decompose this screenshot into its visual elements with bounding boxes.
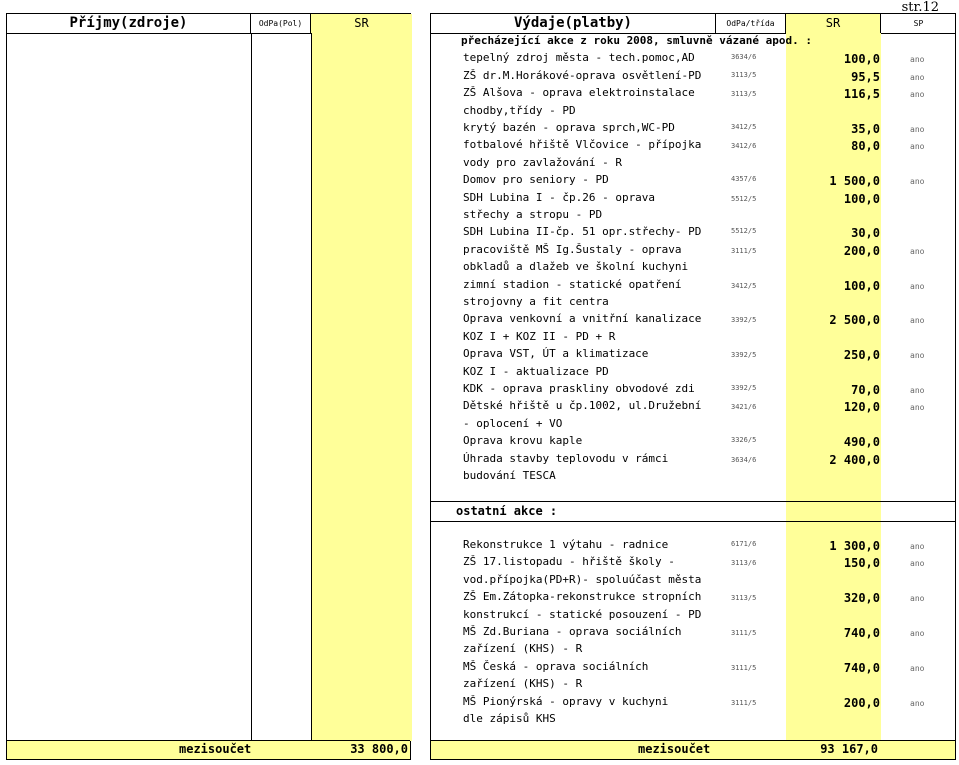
other-row-odpa: 6171/6 bbox=[731, 540, 757, 548]
carryover-row-sp: ano bbox=[910, 403, 925, 413]
expense-sr-header: SR bbox=[786, 14, 881, 33]
carryover-row-text: - oplocení + VO bbox=[463, 416, 563, 430]
carryover-row-text: SDH Lubina I - čp.26 - oprava bbox=[463, 190, 656, 204]
other-row-sp: ano bbox=[910, 629, 925, 638]
carryover-row-sp: ano bbox=[910, 246, 925, 256]
expense-title: Výdaje(platby) bbox=[431, 14, 716, 33]
income-footer bbox=[7, 740, 410, 759]
carryover-row-sr: 250,0 bbox=[843, 348, 880, 363]
expense-sp-header: SP bbox=[913, 19, 924, 28]
income-sr-header: SR bbox=[311, 14, 412, 33]
other-row-text: vod.přípojka(PD+R)- spoluúčast města bbox=[463, 572, 702, 586]
carryover-row-text: SDH Lubina II-čp. 51 opr.střechy- PD bbox=[463, 225, 702, 239]
carryover-row-odpa: 3634/6 bbox=[731, 455, 757, 464]
carryover-row-text: Úhrada stavby teplovodu v rámci bbox=[463, 451, 669, 465]
carryover-row-sp: ano bbox=[910, 142, 925, 152]
carryover-row-sp: ano bbox=[910, 316, 925, 326]
carryover-row-text: pracoviště MŠ Ig.Šustaly - oprava bbox=[463, 242, 682, 256]
carryover-row-odpa: 3113/5 bbox=[731, 70, 757, 79]
carryover-row-sp: ano bbox=[910, 386, 925, 395]
carryover-row-text: KOZ I - aktualizace PD bbox=[463, 364, 609, 378]
other-row-sr: 320,0 bbox=[843, 591, 880, 606]
carryover-row-text: chodby,třídy - PD bbox=[463, 103, 576, 117]
carryover-row-text: KDK - oprava praskliny obvodové zdi bbox=[463, 382, 695, 395]
income-subtotal-label: mezisoučet bbox=[179, 742, 252, 756]
carryover-row-text: ZŠ dr.M.Horákové-oprava osvětlení-PD bbox=[463, 68, 702, 82]
other-row-sr: 740,0 bbox=[843, 660, 880, 675]
section-heading-carryover: přecházející akce z roku 2008, smluvně vázané apod. : bbox=[461, 34, 812, 47]
carryover-row-sr: 100,0 bbox=[843, 52, 880, 67]
carryover-row-odpa: 3113/5 bbox=[731, 90, 757, 99]
section-divider bbox=[431, 501, 955, 502]
carryover-row-sr: 1 500,0 bbox=[829, 174, 880, 189]
carryover-row-sr: 2 400,0 bbox=[829, 452, 880, 467]
carryover-row-odpa: 3392/5 bbox=[731, 384, 757, 392]
carryover-row-sr: 80,0 bbox=[851, 139, 880, 154]
carryover-row-odpa: 3392/5 bbox=[731, 351, 757, 360]
carryover-row-sr: 116,5 bbox=[843, 87, 880, 102]
carryover-row-text: Dětské hřiště u čp.1002, ul.Družební bbox=[463, 399, 702, 413]
carryover-row-text: obkladů a dlažeb ve školní kuchyni bbox=[463, 260, 689, 274]
carryover-row-odpa: 3412/6 bbox=[731, 142, 757, 151]
expense-footer bbox=[431, 740, 955, 759]
carryover-row-sr: 30,0 bbox=[851, 226, 880, 241]
other-row-text: MŠ Česká - oprava sociálních bbox=[463, 659, 649, 673]
expense-header bbox=[431, 14, 955, 34]
carryover-row-sr: 120,0 bbox=[843, 400, 880, 415]
other-row-sp: ano bbox=[910, 698, 925, 708]
income-table bbox=[6, 13, 411, 760]
carryover-row-text: Oprava VST, ÚT a klimatizace bbox=[463, 347, 649, 361]
carryover-row-sr: 200,0 bbox=[843, 243, 880, 258]
other-row-sr: 150,0 bbox=[843, 556, 880, 571]
carryover-row-sp: ano bbox=[910, 72, 925, 82]
other-row-text: MŠ Pionýrská - opravy v kuchyni bbox=[463, 694, 669, 708]
section-heading-other: ostatní akce : bbox=[456, 504, 558, 518]
income-column-divider bbox=[251, 33, 252, 741]
carryover-row-sr: 95,5 bbox=[851, 69, 880, 84]
carryover-row-text: vody pro zavlažování - R bbox=[463, 155, 622, 169]
carryover-row-sr: 100,0 bbox=[843, 191, 880, 206]
other-row-sp: ano bbox=[910, 559, 925, 569]
other-row-text: Rekonstrukce 1 výtahu - radnice bbox=[463, 538, 669, 551]
other-row-text: ZŠ 17.listopadu - hřiště školy - bbox=[463, 555, 675, 569]
carryover-row-sp: ano bbox=[910, 177, 925, 187]
carryover-row-text: Oprava krovu kaple bbox=[463, 434, 583, 448]
carryover-row-text: KOZ I + KOZ II - PD + R bbox=[463, 329, 616, 343]
carryover-row-text: fotbalové hřiště Vlčovice - přípojka bbox=[463, 138, 702, 152]
income-header bbox=[7, 14, 410, 34]
other-row-sp: ano bbox=[910, 542, 925, 551]
income-subtotal-value: 33 800,0 bbox=[350, 742, 408, 756]
other-row-text: zařízení (KHS) - R bbox=[463, 677, 583, 691]
carryover-row-odpa: 3111/5 bbox=[731, 246, 757, 255]
carryover-row-sp: ano bbox=[910, 125, 925, 134]
carryover-row-text: strojovny a fit centra bbox=[463, 295, 609, 308]
carryover-row-sr: 490,0 bbox=[843, 435, 880, 450]
other-row-sr: 1 300,0 bbox=[829, 539, 880, 553]
other-row-odpa: 3111/5 bbox=[731, 663, 757, 672]
carryover-row-text: ZŠ Alšova - oprava elektroinstalace bbox=[463, 86, 695, 100]
expense-subtotal-label: mezisoučet bbox=[638, 742, 711, 756]
carryover-row-sr: 2 500,0 bbox=[829, 313, 880, 328]
other-row-sp: ano bbox=[910, 594, 925, 604]
other-row-sr: 200,0 bbox=[843, 695, 880, 710]
page-number: str.12 bbox=[901, 0, 939, 15]
other-row-text: dle zápisů KHS bbox=[463, 712, 556, 725]
income-title: Příjmy(zdroje) bbox=[7, 14, 251, 33]
income-odpa-header: OdPa(Pol) bbox=[251, 14, 311, 33]
other-row-text: zařízení (KHS) - R bbox=[463, 642, 583, 656]
carryover-row-odpa: 5512/5 bbox=[731, 227, 757, 236]
carryover-row-sr: 70,0 bbox=[851, 383, 880, 397]
other-row-text: MŠ Zd.Buriana - oprava sociálních bbox=[463, 625, 682, 638]
other-row-text: ZŠ Em.Zátopka-rekonstrukce stropních bbox=[463, 590, 702, 604]
carryover-row-text: krytý bazén - oprava sprch,WC-PD bbox=[463, 121, 675, 134]
expense-subtotal-value: 93 167,0 bbox=[820, 742, 878, 756]
carryover-row-text: střechy a stropu - PD bbox=[463, 208, 603, 221]
other-row-sp: ano bbox=[910, 663, 925, 673]
carryover-row-odpa: 4357/6 bbox=[731, 175, 757, 184]
carryover-row-odpa: 3634/6 bbox=[731, 53, 757, 62]
carryover-row-odpa: 3412/5 bbox=[731, 281, 757, 290]
expense-odpa-header: OdPa/třída bbox=[716, 14, 786, 33]
other-row-text: konstrukcí - statické posouzení - PD bbox=[463, 607, 702, 621]
carryover-row-sr: 35,0 bbox=[851, 122, 880, 136]
income-sr-column bbox=[311, 33, 412, 741]
carryover-row-odpa: 3392/5 bbox=[731, 316, 757, 325]
other-row-sr: 740,0 bbox=[843, 626, 880, 640]
carryover-row-text: budování TESCA bbox=[463, 469, 556, 482]
carryover-row-odpa: 5512/5 bbox=[731, 194, 757, 203]
carryover-row-text: tepelný zdroj města - tech.pomoc,AD bbox=[463, 51, 695, 65]
carryover-row-sp: ano bbox=[910, 351, 925, 361]
carryover-row-text: zimní stadion - statické opatření bbox=[463, 277, 682, 291]
other-row-odpa: 3113/6 bbox=[731, 559, 757, 568]
carryover-row-text: Oprava venkovní a vnitřní kanalizace bbox=[463, 312, 702, 326]
carryover-row-odpa: 3412/5 bbox=[731, 123, 757, 131]
other-row-odpa: 3111/5 bbox=[731, 629, 757, 637]
carryover-row-odpa: 3326/5 bbox=[731, 436, 757, 445]
carryover-row-sp: ano bbox=[910, 55, 925, 65]
carryover-row-sr: 100,0 bbox=[843, 278, 880, 293]
expense-table bbox=[430, 13, 956, 760]
carryover-row-text: Domov pro seniory - PD bbox=[463, 173, 609, 187]
other-row-odpa: 3113/5 bbox=[731, 594, 757, 603]
carryover-row-odpa: 3421/6 bbox=[731, 403, 757, 412]
carryover-row-sp: ano bbox=[910, 281, 925, 291]
other-row-odpa: 3111/5 bbox=[731, 698, 757, 707]
section-divider bbox=[431, 521, 955, 522]
carryover-row-sp: ano bbox=[910, 90, 925, 100]
